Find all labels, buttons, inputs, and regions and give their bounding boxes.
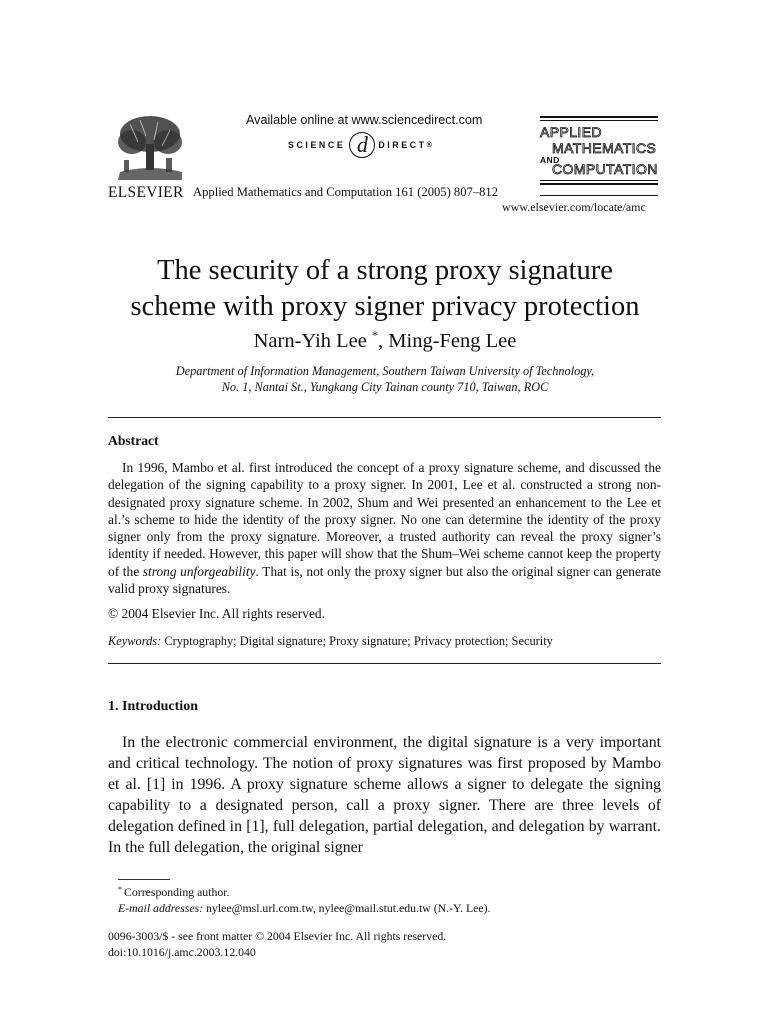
affiliation-line-1: Department of Information Management, Southern Taiwan University of Technology, xyxy=(175,364,595,378)
journal-logo-line1: APPLIED xyxy=(540,124,602,140)
keywords-label: Keywords: xyxy=(108,634,162,648)
keywords-list: Cryptography; Digital signature; Proxy signature; Privacy protection; Security xyxy=(164,634,553,648)
journal-url: www.elsevier.com/locate/amc xyxy=(502,200,646,214)
footnote-corresponding-text: Corresponding author. xyxy=(124,885,230,899)
title-line-2: scheme with proxy signer privacy protection xyxy=(130,291,640,322)
sciencedirect-d-icon: d xyxy=(349,132,375,158)
available-online-line: Available online at www.sciencedirect.com xyxy=(246,113,483,127)
front-matter-issn: 0096-3003/$ - see front matter © 2004 Elsevier Inc. All rights reserved. xyxy=(108,929,447,943)
author-1: Narn-Yih Lee xyxy=(253,329,373,352)
elsevier-tree-logo xyxy=(110,112,190,184)
title-line-1: The security of a strong proxy signature xyxy=(157,255,613,286)
abstract-heading: Abstract xyxy=(108,433,159,448)
email-addresses[interactable]: nylee@msl.url.com.tw, nylee@mail.stut.edu.tw (N.-Y. Lee). xyxy=(206,901,491,915)
abstract-copyright: © 2004 Elsevier Inc. All rights reserved. xyxy=(108,606,325,621)
journal-logo-line3: AND xyxy=(540,155,560,165)
abstract-body xyxy=(108,459,661,597)
abstract-bottom-rule xyxy=(108,663,661,664)
email-label: E-mail addresses: xyxy=(118,901,204,915)
section-heading-introduction: 1. Introduction xyxy=(108,699,198,714)
corresponding-author-mark[interactable]: * xyxy=(372,328,379,342)
doi[interactable]: doi:10.1016/j.amc.2003.12.040 xyxy=(108,945,256,959)
authors xyxy=(100,328,670,353)
introduction-paragraph: In the electronic commercial environment, the digital signature is a very important and critical technology. The notion of proxy signatures was first proposed by Mambo et al. [1] in 1996. A proxy signature scheme allows a signer to delegate the signing capability to a designated person, call a proxy signer. There are three levels of delegation defined in [1], full delegation, partial delegation, and delegation by warrant. In the full delegation, the original signer xyxy=(108,734,661,856)
affiliation-line-2: No. 1, Nantai St., Yungkang City Tainan county 710, Taiwan, ROC xyxy=(221,380,549,394)
science-word: SCIENCE xyxy=(288,140,346,150)
journal-rule xyxy=(540,195,658,196)
footnote-corresponding xyxy=(118,885,230,900)
direct-word: DIRECT xyxy=(378,140,427,150)
footnote-rule xyxy=(118,879,170,880)
article-title xyxy=(100,253,670,325)
abstract-top-rule xyxy=(108,417,661,418)
keywords xyxy=(108,634,553,649)
affiliation xyxy=(100,363,670,395)
sciencedirect-logo xyxy=(288,132,432,158)
publisher-name: ELSEVIER xyxy=(108,184,184,201)
abstract-italic-term: strong unforgeability xyxy=(142,563,256,579)
footnote-mark: * xyxy=(118,885,122,894)
abstract-text-1: In 1996, Mambo et al. first introduced the concept of a proxy signature scheme, and discussed the delegation of the signing capability to a proxy signer. In 2001, Lee et al. constructed a strong non-designated proxy signature scheme. In 2002, Shum and Wei presented an enhancement to the Lee et al.’s scheme to hide the identity of the proxy signer. No one can determine the identity of the proxy signer only from the proxy signature. Moreover, a trusted authority can reveal the proxy signer’s identity if needed. However, this paper will show that the Shum–Wei scheme cannot keep the property of the xyxy=(108,460,661,579)
registered-mark: ® xyxy=(426,141,432,149)
journal-logo-line4: COMPUTATION xyxy=(552,161,658,177)
journal-reference: Applied Mathematics and Computation 161 (2005) 807–812 xyxy=(193,185,499,199)
author-2: , Ming-Feng Lee xyxy=(378,329,517,352)
footnote-email xyxy=(118,901,491,916)
journal-logo-line2: MATHEMATICS xyxy=(552,140,657,156)
abstract-text-2: . That is, not only the proxy signer but also the original signer can generate valid proxy signatures. xyxy=(108,563,661,597)
